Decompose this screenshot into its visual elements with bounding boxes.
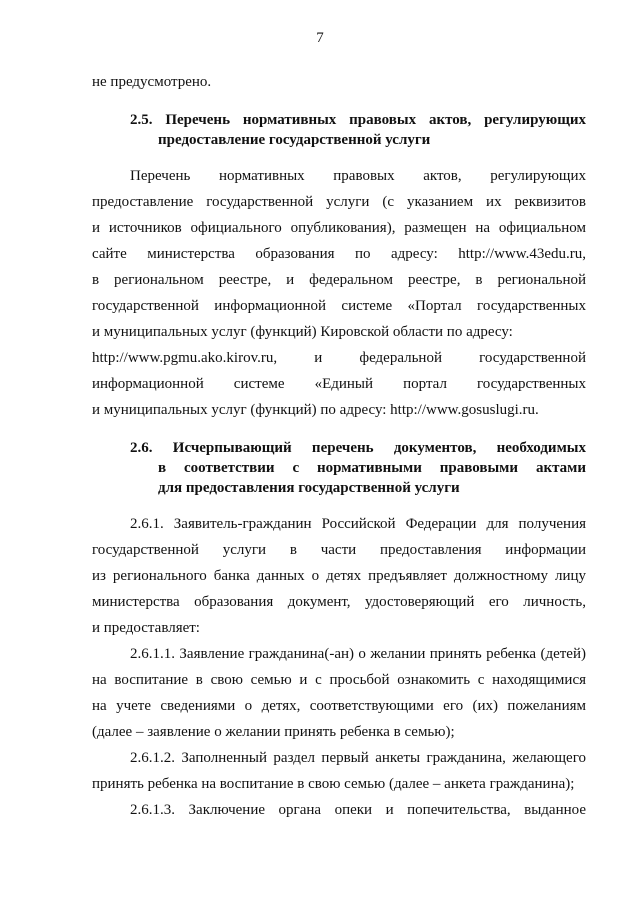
p-2-6-1-2-line: принять ребенка на воспитание в свою семью (далее – анкета гражданина); <box>92 776 575 792</box>
section-2-5-paragraph-line: государственной информационной системе «Портал государственных <box>92 298 586 314</box>
p-2-6-1-line: и предоставляет: <box>92 620 200 636</box>
section-2-5-paragraph-line: информационной системе «Единый портал государственных <box>92 376 586 392</box>
section-2-5-paragraph-line: и источников официального опубликования), размещен на официальном <box>92 220 586 236</box>
page-number: 7 <box>316 30 324 46</box>
p-2-6-1-1-line: на учете сведениями о детях, соответствующими его (их) пожеланиям <box>92 698 586 714</box>
p-2-6-1-line: министерства образования документ, удостоверяющий его личность, <box>92 594 586 610</box>
section-2-5-paragraph-line: и муниципальных услуг (функций) по адресу: http://www.gosuslugi.ru. <box>92 402 539 418</box>
p-2-6-1-2-line: 2.6.1.2. Заполненный раздел первый анкеты гражданина, желающего <box>130 750 586 766</box>
section-2-5-heading-line2: предоставление государственной услуги <box>158 132 431 148</box>
intro-line: не предусмотрено. <box>92 74 212 90</box>
p-2-6-1-line: 2.6.1. Заявитель-гражданин Российской Федерации для получения <box>130 516 586 532</box>
section-2-5-paragraph-line: http://www.pgmu.ako.kirov.ru, и федеральной государственной <box>92 350 586 366</box>
p-2-6-1-line: государственной услуги в части предоставления информации <box>92 542 586 558</box>
p-2-6-1-3-line: 2.6.1.3. Заключение органа опеки и попечительства, выданное <box>130 802 586 818</box>
section-2-5-paragraph-line: сайте министерства образования по адресу: http://www.43edu.ru, <box>92 246 586 262</box>
p-2-6-1-line: из регионального банка данных о детях предъявляет должностному лицу <box>92 568 586 584</box>
section-2-6-heading-line3: для предоставления государственной услуги <box>158 480 460 496</box>
p-2-6-1-1-line: 2.6.1.1. Заявление гражданина(-ан) о желании принять ребенка (детей) <box>130 646 586 662</box>
p-2-6-1-1-line: на воспитание в свою семью и с просьбой ознакомить с находящимися <box>92 672 586 688</box>
p-2-6-1-1-line: (далее – заявление о желании принять ребенка в семью); <box>92 724 455 740</box>
section-2-5-paragraph-line: в региональном реестре, и федеральном реестре, в региональной <box>92 272 586 288</box>
section-2-5-heading-line1: 2.5. Перечень нормативных правовых актов, регулирующих <box>130 112 586 128</box>
section-2-5-paragraph-line: предоставление государственной услуги (с указанием их реквизитов <box>92 194 586 210</box>
section-2-5-paragraph-line: и муниципальных услуг (функций) Кировской области по адресу: <box>92 324 513 340</box>
section-2-6-heading-line2: в соответствии с нормативными правовыми актами <box>158 460 586 476</box>
section-2-5-paragraph-line: Перечень нормативных правовых актов, регулирующих <box>130 168 586 184</box>
section-2-6-heading-line1: 2.6. Исчерпывающий перечень документов, необходимых <box>130 440 586 456</box>
